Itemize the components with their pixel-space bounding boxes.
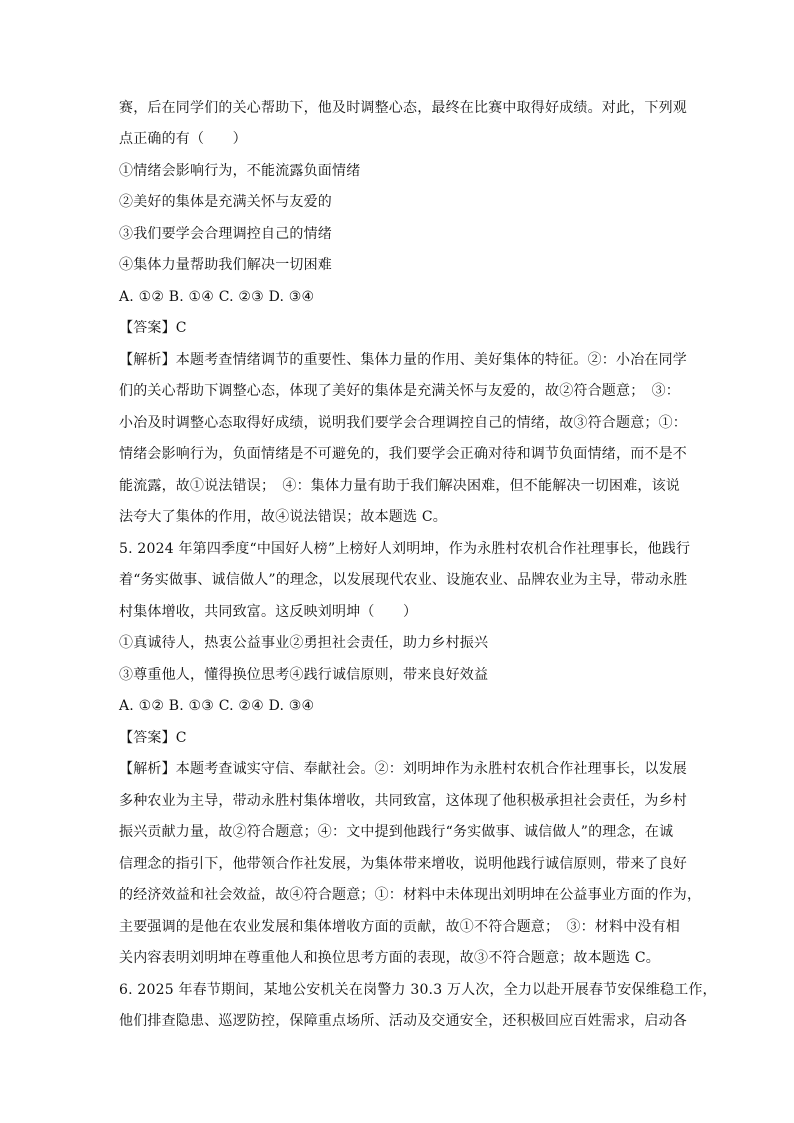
question-stem-line: 村集体增收，共同致富。这反映刘明坤（ ） bbox=[119, 604, 418, 620]
analysis-line: 【解析】本题考查诚实守信、奉献社会。②：刘明坤作为永胜村农机合作社理事长，以发展 bbox=[119, 761, 687, 777]
question-stem-line: 赛，后在同学们的关心帮助下，他及时调整心态，最终在比赛中取得好成绩。对此，下列观 bbox=[119, 100, 687, 116]
question-stem-line: 6. 2025 年春节期间，某地公安机关在岗警力 30.3 万人次，全力以赴开展春节安保维稳工作， bbox=[119, 982, 717, 998]
analysis-line: 关内容表明刘明坤在尊重他人和换位思考方面的表现，故③不符合题意；故本题选 C。 bbox=[119, 950, 660, 966]
statement-option: ①真诚待人，热衷公益事业②勇担社会责任，助力乡村振兴 bbox=[119, 635, 489, 651]
analysis-line: 能流露，故①说法错误； ④：集体力量有助于我们解决困难，但不能解决一切困难，该说 bbox=[119, 478, 680, 494]
analysis-line: 小冶及时调整心态取得好成绩，说明我们要学会合理调控自己的情绪，故③符合题意；①： bbox=[119, 415, 687, 431]
question-stem-line: 他们排查隐患、巡逻防控，保障重点场所、活动及交通安全，还积极回应百姓需求，启动各 bbox=[119, 1013, 687, 1029]
question-stem-line: 点正确的有（ ） bbox=[119, 131, 247, 147]
analysis-line: 主要强调的是他在农业发展和集体增收方面的贡献，故①不符合题意； ③：材料中没有相 bbox=[119, 919, 680, 935]
analysis-line: 的经济效益和社会效益，故④符合题意；①：材料中未体现出刘明坤在公益事业方面的作为， bbox=[119, 887, 702, 903]
analysis-line: 振兴贡献力量，故②符合题意；④：文中提到他践行“务实做事、诚信做人”的理念，在诚 bbox=[119, 824, 674, 840]
answer-label: 【答案】C bbox=[119, 730, 187, 746]
analysis-line: 多种农业为主导，带动永胜村集体增收，共同致富，这体现了他积极承担社会责任，为乡村 bbox=[119, 793, 687, 809]
analysis-line: 信理念的指引下，他带领合作社发展，为集体带来增收，说明他践行诚信原则，带来了良好 bbox=[119, 856, 687, 872]
statement-option: ②美好的集体是充满关怀与友爱的 bbox=[119, 194, 332, 210]
statement-option: ③尊重他人，懂得换位思考④践行诚信原则，带来良好效益 bbox=[119, 667, 489, 683]
analysis-line: 们的关心帮助下调整心态，体现了美好的集体是充满关怀与友爱的，故②符合题意； ③： bbox=[119, 383, 680, 399]
analysis-line: 情绪会影响行为，负面情绪是不可避免的，我们要学会正确对待和调节负面情绪，而不是不 bbox=[119, 446, 687, 462]
answer-choices: A. ①② B. ①④ C. ②③ D. ③④ bbox=[119, 289, 315, 305]
analysis-line: 【解析】本题考查情绪调节的重要性、集体力量的作用、美好集体的特征。②：小冶在同学 bbox=[119, 352, 687, 368]
statement-option: ④集体力量帮助我们解决一切困难 bbox=[119, 257, 332, 273]
question-stem-line: 着“务实做事、诚信做人”的理念，以发展现代农业、设施农业、品牌农业为主导，带动永胜 bbox=[119, 572, 688, 588]
answer-choices: A. ①② B. ①③ C. ②④ D. ③④ bbox=[119, 698, 315, 714]
statement-option: ①情绪会影响行为，不能流露负面情绪 bbox=[119, 163, 361, 179]
question-stem-line: 5. 2024 年第四季度“中国好人榜”上榜好人刘明坤，作为永胜村农机合作社理事长，他践行 bbox=[119, 541, 691, 557]
answer-label: 【答案】C bbox=[119, 320, 187, 336]
statement-option: ③我们要学会合理调控自己的情绪 bbox=[119, 226, 332, 242]
analysis-line: 法夸大了集体的作用，故④说法错误；故本题选 C。 bbox=[119, 509, 447, 525]
